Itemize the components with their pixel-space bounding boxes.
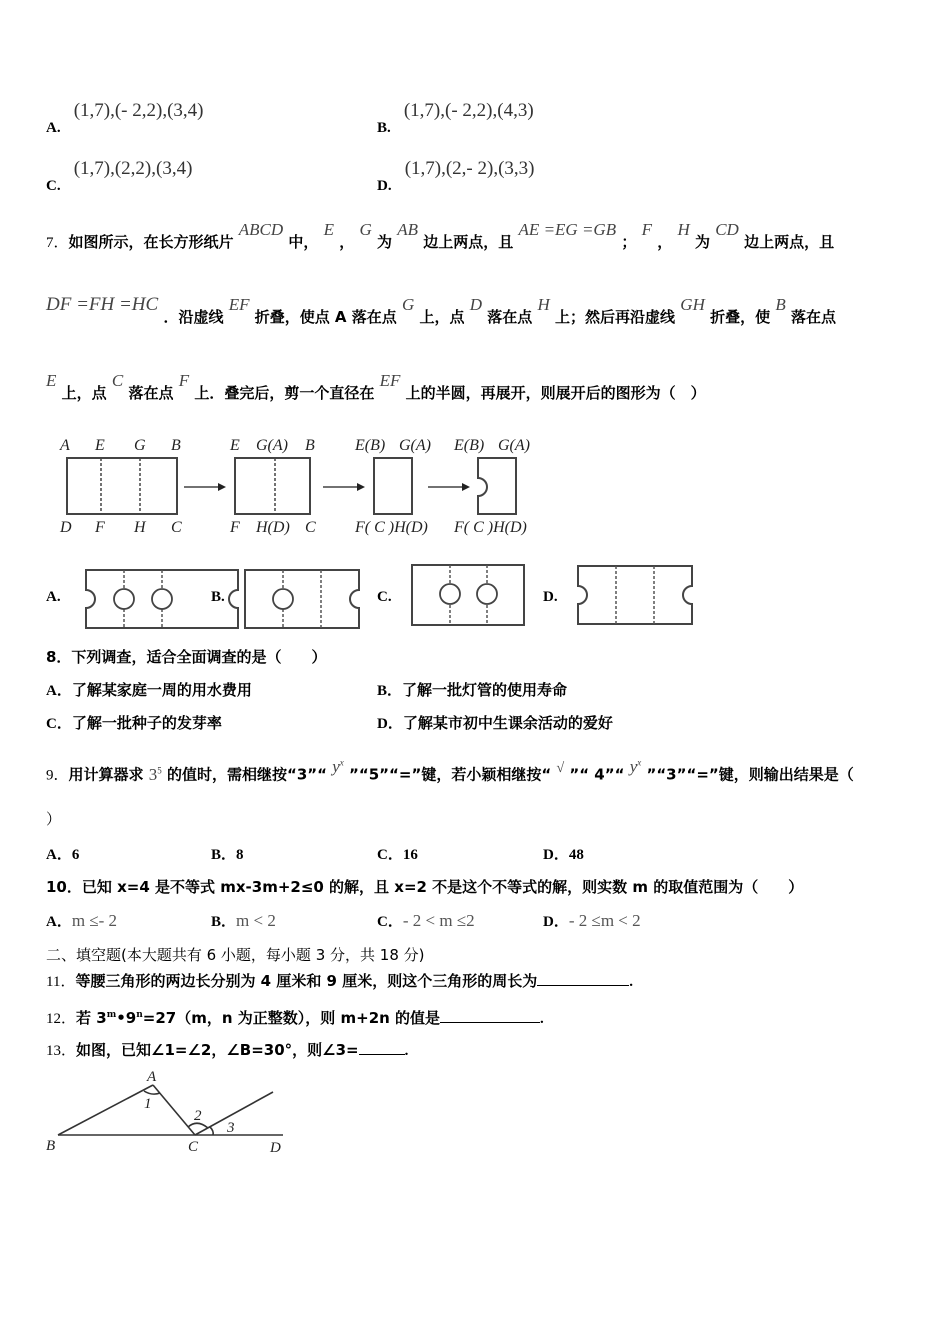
answer-blank[interactable]	[440, 1008, 540, 1023]
svg-text:D: D	[270, 1140, 281, 1156]
label-d: D	[60, 519, 72, 536]
q11	[46, 971, 633, 992]
option-label: B.	[211, 589, 225, 605]
svg-text:1: 1	[144, 1096, 152, 1112]
option-label: D.	[543, 589, 558, 605]
option-label: B．	[211, 847, 237, 863]
yx-exp: x	[637, 757, 642, 767]
text: 如图所示，在长方形纸片	[68, 233, 234, 251]
svg-text:G(A): G(A)	[498, 437, 530, 454]
text: .	[629, 974, 633, 990]
math-gh: GH	[680, 295, 705, 314]
option-value: (1,7),(2,- 2),(3,3)	[404, 158, 535, 179]
svg-text:E(B): E(B)	[355, 437, 386, 454]
yx-key-icon	[630, 757, 642, 776]
question-number: 7．	[46, 235, 69, 251]
q9-option-c[interactable]	[377, 844, 418, 865]
option-text: 8	[236, 847, 244, 863]
option-label: D.	[377, 178, 392, 194]
text: .	[404, 1043, 409, 1059]
option-label: A．	[46, 914, 72, 930]
text: 如图，已知∠1=∠2，∠B=30°，则∠3=	[76, 1041, 359, 1059]
q10-option-b[interactable]	[211, 911, 276, 932]
q10-stem: 10．已知 x=4 是不等式 mx-3m+2≤0 的解，且 x=2 不是这个不等式的解，则实数 m 的取值范围为（ ）	[46, 878, 804, 896]
yx-base: y	[629, 756, 638, 776]
label-h: H	[134, 519, 146, 536]
option-label: A．	[46, 847, 72, 863]
math-df-fh-hc: DF =FH =HC	[46, 294, 159, 315]
q8-option-c[interactable]	[46, 713, 222, 734]
text: =27（m，n 为正整数），则 m+2n 的值是	[142, 1009, 441, 1027]
option-label: C.	[46, 178, 61, 194]
answer-blank[interactable]	[537, 971, 629, 986]
option-label: A.	[46, 120, 61, 136]
option-text: - 2 ≤m < 2	[568, 911, 641, 930]
exponent-n: n	[136, 1010, 143, 1020]
svg-text:C: C	[305, 519, 316, 536]
text: 上，点	[419, 308, 465, 326]
option-label: D．	[377, 716, 403, 732]
math-abcd: ABCD	[238, 220, 284, 239]
svg-text:C: C	[188, 1139, 199, 1155]
option-label: D．	[543, 914, 569, 930]
math-cd: CD	[715, 220, 739, 239]
text: 落在点	[790, 308, 836, 326]
text: 若 3	[76, 1009, 107, 1027]
q12	[46, 1005, 544, 1029]
svg-text:E(B): E(B)	[454, 437, 485, 454]
text: 上的半圆，再展开，则展开后的图形为（ ）	[405, 384, 706, 402]
q7-line-2	[46, 294, 836, 327]
option-text: 了解一批灯管的使用寿命	[402, 681, 568, 699]
option-label: C.	[377, 589, 392, 605]
svg-text:F: F	[230, 519, 240, 536]
svg-text:E: E	[230, 437, 240, 454]
option-text: m < 2	[236, 911, 276, 930]
text: 为	[377, 233, 393, 251]
text: ”“5”“=”键，若小颖相继按“	[349, 765, 552, 784]
option-value: (1,7),(2,2),(3,4)	[73, 158, 193, 179]
svg-text:B: B	[46, 1138, 56, 1154]
power-3-5	[149, 765, 162, 784]
label-a: A	[60, 437, 70, 454]
svg-text:3: 3	[227, 1120, 235, 1136]
math-c: C	[111, 371, 124, 390]
option-d-figure	[576, 564, 696, 628]
text: 折叠，使点 A 落在点	[254, 308, 397, 326]
math-d: D	[469, 295, 483, 314]
math-ef: EF	[379, 371, 401, 390]
text: 边上两点，且	[744, 233, 835, 251]
option-text: 6	[71, 847, 80, 863]
math-f: F	[178, 371, 190, 390]
question-number: 13．	[46, 1043, 77, 1059]
text: 为	[694, 233, 710, 251]
option-text: - 2 < m ≤2	[402, 911, 475, 930]
option-label: C．	[46, 716, 72, 732]
text: 落在点	[128, 384, 174, 402]
answer-blank[interactable]	[359, 1040, 405, 1055]
q6-option-b[interactable]	[377, 100, 534, 136]
q10-option-d[interactable]	[543, 911, 641, 932]
q8-stem: 8．下列调查，适合全面调查的是（ ）	[46, 648, 327, 666]
option-label: B.	[377, 120, 391, 136]
option-label: A.	[46, 589, 61, 605]
text: ”“3”“=”键，则输出结果是（	[646, 765, 854, 784]
q8-option-b[interactable]	[377, 680, 567, 701]
math-b: B	[775, 295, 786, 314]
option-b-figure	[243, 568, 363, 630]
option-label: B．	[211, 914, 237, 930]
text: ，	[657, 233, 673, 251]
text: 等腰三角形的两边长分别为 4 厘米和 9 厘米，则这个三角形的周长为	[75, 972, 538, 990]
q7-line-1	[46, 220, 835, 253]
text: ；	[621, 233, 637, 251]
text: 上；然后再沿虚线	[555, 308, 676, 326]
svg-text:G(A): G(A)	[399, 437, 431, 454]
option-label: A．	[46, 683, 72, 699]
label-c: C	[171, 519, 182, 536]
svg-text:H(D): H(D)	[256, 519, 290, 536]
math-g: G	[402, 295, 415, 314]
math-ef: EF	[228, 295, 250, 314]
q9-close-paren: ）	[46, 812, 62, 828]
sqrt-key-icon: √	[556, 760, 565, 776]
text: 边上两点，且	[423, 233, 514, 251]
svg-text:A: A	[147, 1069, 157, 1085]
exponent-m: m	[106, 1010, 117, 1020]
question-number: 11．	[46, 974, 76, 990]
q9-option-d[interactable]	[543, 844, 584, 865]
q6-option-a[interactable]	[46, 100, 204, 136]
option-text: 了解一批种子的发芽率	[71, 714, 222, 732]
option-text: 16	[402, 847, 418, 863]
text: ”“ 4”“	[569, 765, 625, 784]
option-c-figure	[410, 563, 526, 627]
q10-option-a[interactable]	[46, 911, 117, 932]
q9-option-b[interactable]	[211, 844, 244, 865]
option-text: 了解某市初中生课余活动的爱好	[402, 714, 613, 732]
question-number: 9．	[46, 767, 69, 784]
text: 的值时，需相继按“3”“	[167, 765, 328, 784]
text: 落在点	[487, 308, 533, 326]
yx-base: y	[332, 756, 340, 776]
power-base: 3	[148, 764, 158, 784]
q13-triangle-figure	[40, 1065, 300, 1160]
svg-text:G(A): G(A)	[256, 437, 288, 454]
power-exponent: 5	[157, 765, 162, 775]
option-label: D．	[543, 847, 569, 863]
yx-exp: x	[339, 757, 344, 767]
text: 折叠，使	[710, 308, 771, 326]
option-text: m ≤- 2	[71, 911, 118, 930]
svg-text:F( C )H(D): F( C )H(D)	[355, 519, 428, 536]
q7-line-3	[46, 371, 706, 403]
text: 用计算器求	[68, 765, 144, 784]
yx-key-icon	[332, 757, 344, 776]
math-ae-eg-gb: AE =EG =GB	[518, 220, 617, 239]
option-value: (1,7),(- 2,2),(3,4)	[73, 100, 204, 121]
svg-text:B: B	[305, 437, 315, 454]
option-label: C．	[377, 847, 403, 863]
math-f: F	[641, 220, 652, 239]
q7-folding-diagram	[40, 428, 560, 543]
text: 上．叠完后，剪一个直径在	[194, 384, 375, 402]
math-g: G	[359, 220, 372, 239]
q10-option-c[interactable]	[377, 911, 475, 932]
q6-option-c[interactable]	[46, 158, 193, 194]
math-e: E	[46, 371, 57, 390]
q13	[46, 1040, 408, 1061]
label-b: B	[171, 437, 181, 454]
text: ，	[339, 233, 355, 251]
question-number: 12．	[46, 1011, 77, 1027]
option-text: 48	[568, 847, 584, 863]
q8-option-a[interactable]	[46, 680, 252, 701]
label-f: F	[95, 519, 105, 536]
q6-option-d[interactable]	[377, 158, 535, 194]
math-h: H	[677, 220, 690, 239]
svg-text:2: 2	[194, 1108, 202, 1124]
text: •9	[116, 1009, 137, 1027]
svg-text:F( C )H(D): F( C )H(D)	[454, 519, 527, 536]
math-ab: AB	[397, 220, 419, 239]
text: 中，	[288, 233, 319, 251]
section-heading: 二、填空题(本大题共有 6 小题，每小题 3 分，共 18 分)	[46, 946, 425, 964]
q9-option-a[interactable]	[46, 844, 79, 865]
math-h: H	[537, 295, 550, 314]
text: .	[540, 1011, 544, 1027]
option-text: 了解某家庭一周的用水费用	[71, 681, 252, 699]
math-e: E	[323, 220, 335, 239]
option-value: (1,7),(- 2,2),(4,3)	[403, 100, 534, 121]
text: 上，点	[61, 384, 107, 402]
label-g: G	[134, 437, 146, 454]
q8-option-d[interactable]	[377, 713, 613, 734]
q9-stem	[46, 756, 854, 787]
label-e: E	[95, 437, 105, 454]
option-label: B．	[377, 683, 403, 699]
option-label: C．	[377, 914, 403, 930]
text: ．沿虚线	[163, 308, 224, 326]
